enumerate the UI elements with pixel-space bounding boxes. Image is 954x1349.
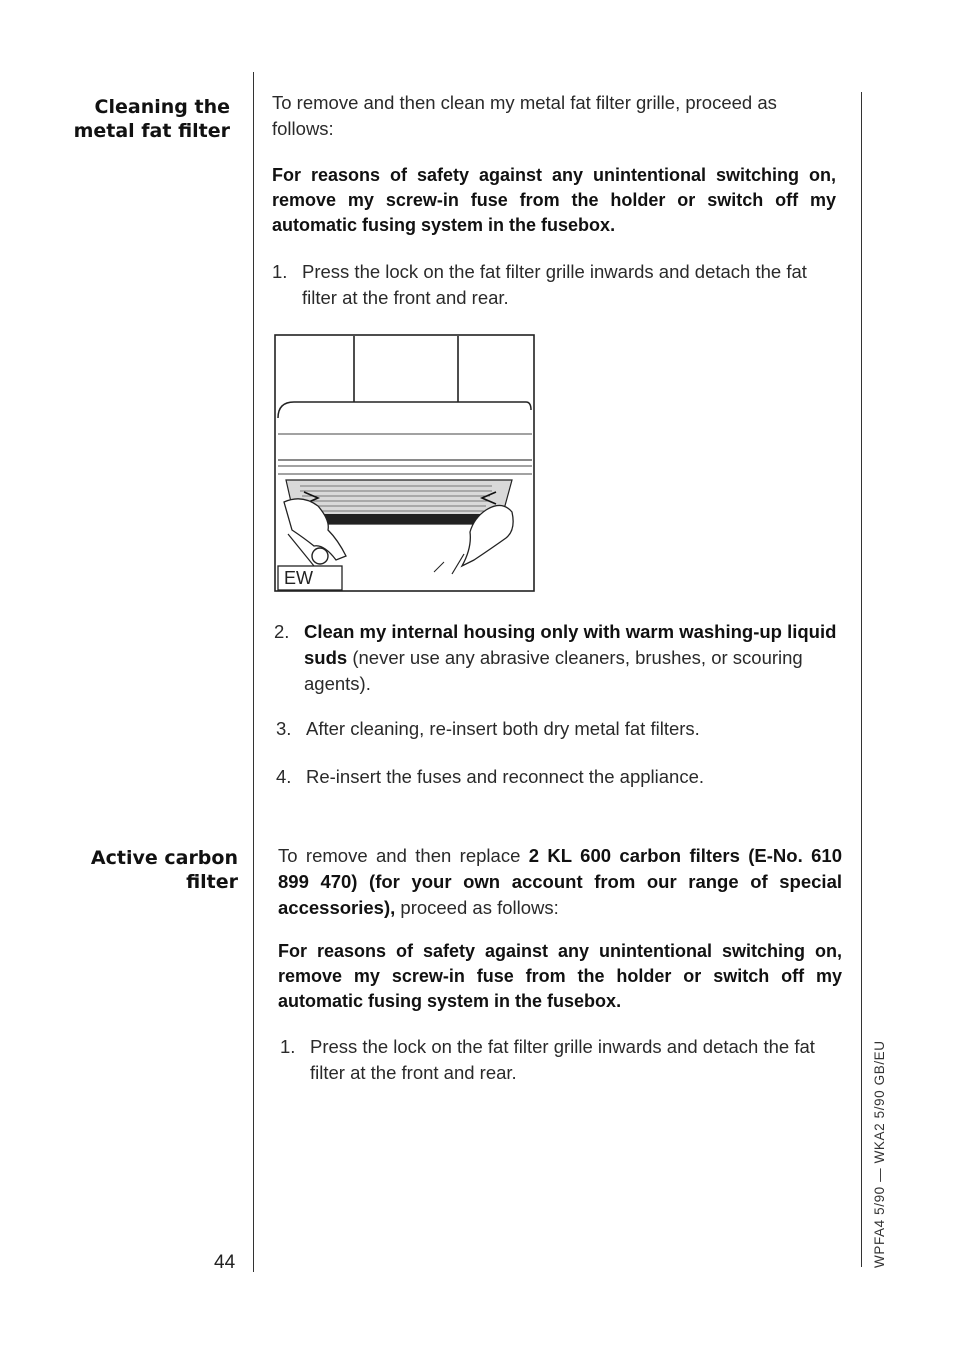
safety-warning: For reasons of safety against any unintentional switching on, remove my screw-in fuse from the holder or switch off my automatic fusing system in the fusebox. <box>272 165 836 235</box>
step-item <box>274 619 840 697</box>
heading-line: filter <box>186 871 238 893</box>
step-item <box>280 1034 844 1086</box>
step-number: 1. <box>272 261 288 282</box>
step-number: 1. <box>280 1036 296 1057</box>
step-number: 2. <box>274 621 290 642</box>
heading-line: Active carbon <box>90 847 238 869</box>
step-item <box>276 764 842 790</box>
left-column-rule <box>253 72 254 1272</box>
heading-line: metal fat filter <box>73 120 230 142</box>
right-margin-rule <box>861 92 862 1267</box>
step-item <box>272 259 838 311</box>
step-bold-text: Clean my internal housing only with warm washing-up liquid suds <box>304 621 837 668</box>
step-text: Press the lock on the fat filter grille inwards and detach the fat filter at the front and rear. <box>310 1036 815 1083</box>
section-heading-active-carbon <box>48 846 238 894</box>
intro-paragraph: To remove and then clean my metal fat filter grille, proceed as follows: <box>272 92 777 139</box>
step-text <box>304 619 840 697</box>
step-number: 4. <box>276 766 292 787</box>
page-number: 44 <box>214 1252 236 1273</box>
heading-line: Cleaning the <box>94 96 230 118</box>
figure-label: EW <box>284 568 313 588</box>
hood-illustration <box>274 334 536 593</box>
intro-post: proceed as follows: <box>395 897 559 918</box>
document-code: WPFA4 5/90 — WKA2 5/90 GB/EU <box>872 1040 887 1268</box>
intro-paragraph <box>278 843 842 921</box>
step-item <box>276 716 842 742</box>
intro-bold: 2 KL 600 carbon filters (E-No. 610 899 470) (for your own account from our range of special accessories), <box>278 845 842 918</box>
step-text: Press the lock on the fat filter grille inwards and detach the fat filter at the front and rear. <box>302 261 807 308</box>
section-heading-cleaning <box>40 95 230 143</box>
illustration-fat-filter-removal <box>274 334 536 593</box>
step-text: Re-insert the fuses and reconnect the appliance. <box>306 766 704 787</box>
step-text: After cleaning, re-insert both dry metal fat filters. <box>306 718 700 739</box>
safety-warning: For reasons of safety against any unintentional switching on, remove my screw-in fuse from the holder or switch off my automatic fusing system in the fusebox. <box>278 941 842 1011</box>
step-number: 3. <box>276 718 292 739</box>
step-rest-text: (never use any abrasive cleaners, brushes, or scouring agents). <box>304 647 803 694</box>
intro-pre: To remove and then replace <box>278 845 529 866</box>
